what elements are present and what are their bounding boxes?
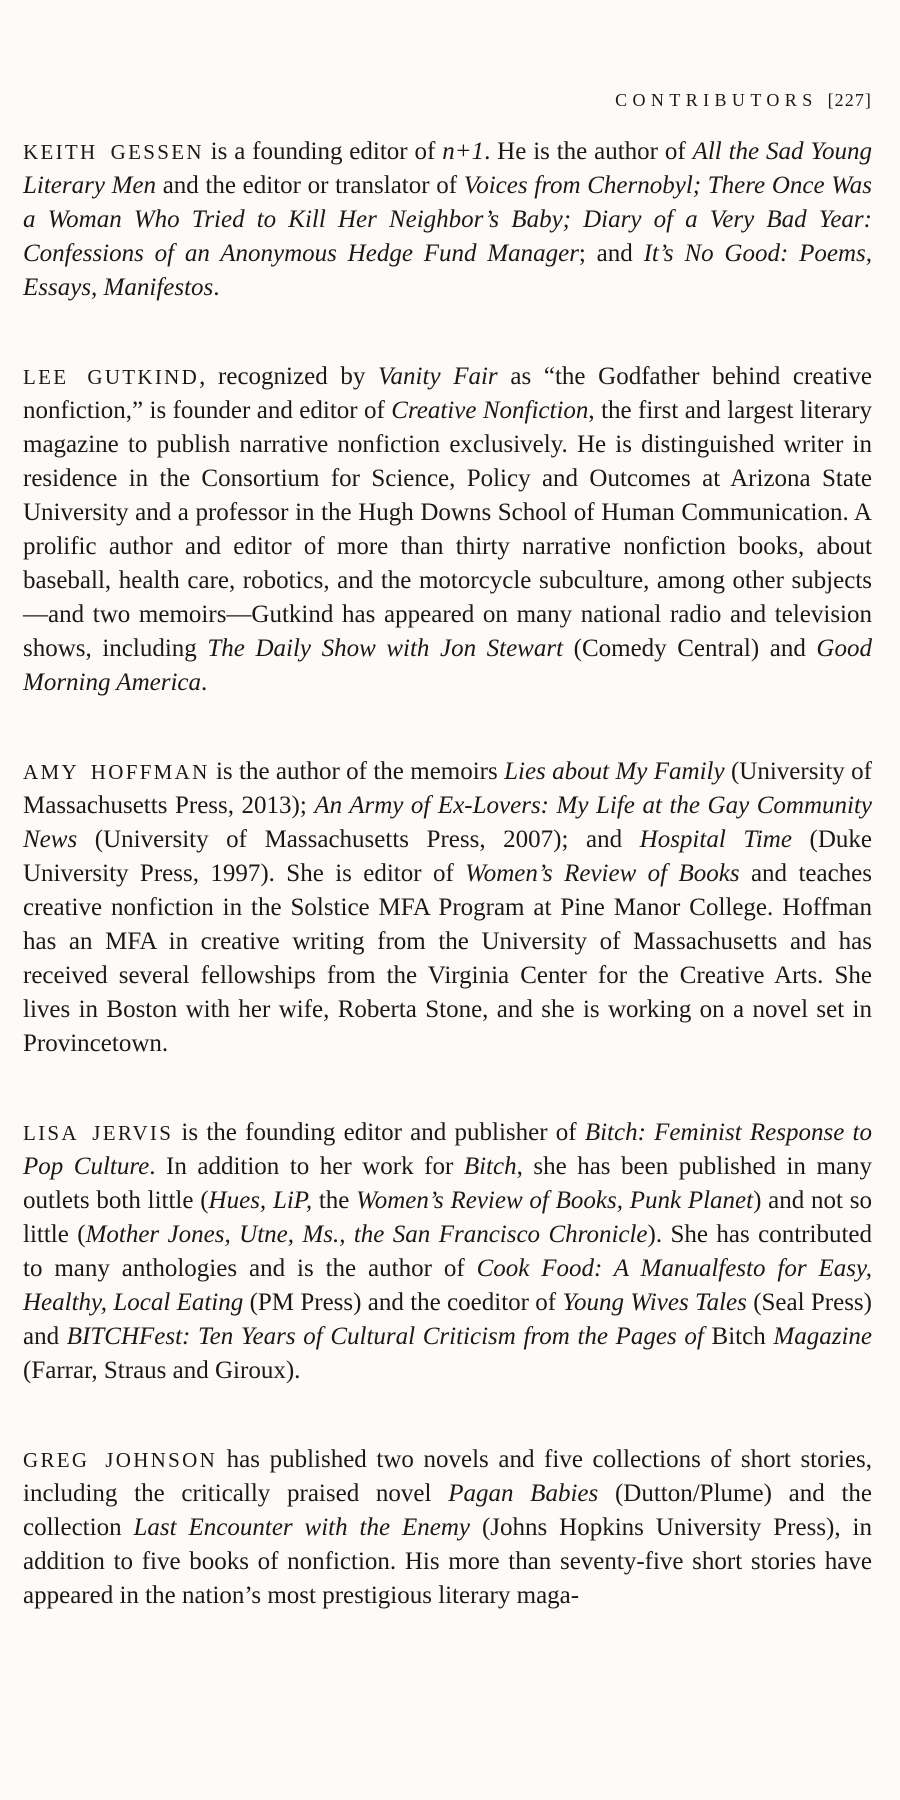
body-text: (Duke University Press, 1997). She is editor of [23, 826, 872, 887]
body-text: (Seal Press) and [23, 1289, 872, 1350]
italic-title-text: Voices from Chernobyl; There Once Was a Woman Who Tried to Kill Her Neighbor’s Baby; Diary of a Very Bad Year: Confessions of an Anonymous Hedge Fund Manager [23, 172, 872, 267]
paragraph-lee-gutkind [23, 360, 872, 700]
italic-title-text: Bitch: Feminist Response to Pop Culture [23, 1119, 872, 1180]
italic-title-text: An Army of Ex-Lovers: My Life at the Gay Community News [23, 792, 872, 853]
body-text: and the editor or translator of [156, 172, 464, 199]
italic-title-text: It’s No Good: Poems, Essays, Manifestos [23, 240, 872, 301]
contributors-body [23, 135, 872, 1613]
running-head-section-title: CONTRIBUTORS [615, 90, 818, 110]
paragraph-amy-hoffman [23, 755, 872, 1061]
body-text: , the first and largest literary magazine to publish narrative nonfiction exclusively. He is distinguished writer in residence in the Consortium for Science, Policy and Outcomes at Arizona State University and a professor in the Hugh Downs School of Human Communication. A prolific author and editor of more than thirty narrative nonfiction books, about baseball, health care, robotics, and the motorcycle subculture, among other subjects—and two memoirs—Gutkind has appeared on many national radio and television shows, including [23, 397, 873, 662]
body-text: (PM Press) and the coeditor of [243, 1289, 563, 1316]
body-text: (Dutton/Plume) and the collection [23, 1480, 872, 1541]
body-text: is the founding editor and publisher of [173, 1119, 585, 1146]
body-text: . [213, 274, 220, 301]
italic-title-text: BITCHFest: Ten Years of Cultural Criticism from the Pages of [66, 1323, 712, 1350]
italic-title-text: Magazine [773, 1323, 872, 1350]
body-text: . He is the author of [484, 138, 693, 165]
italic-title-text: Hospital Time [639, 826, 792, 853]
body-text: , recognized by [199, 363, 379, 390]
italic-title-text: All the Sad Young Literary Men [23, 138, 872, 199]
body-text: , she has been published in many outlets both little ( [23, 1153, 872, 1214]
body-text: ) and not so little ( [23, 1187, 872, 1248]
body-text: Bitch [711, 1323, 774, 1350]
page-number: [227] [827, 90, 872, 110]
italic-title-text: Women’s Review of Books, Punk Planet [356, 1187, 754, 1214]
body-text: ; and [578, 240, 644, 267]
italic-title-text: Creative Nonfiction [391, 397, 589, 424]
italic-title-text: Women’s Review of Books [465, 860, 740, 887]
contributor-name: GREG JOHNSON [23, 1448, 218, 1472]
contributor-name: LISA JERVIS [23, 1121, 174, 1145]
italic-title-text: Young Wives Tales [562, 1289, 747, 1316]
contributor-name: LEE GUTKIND [23, 365, 200, 389]
italic-title-text: Pagan Babies [448, 1480, 599, 1507]
body-text: as “the Godfather behind creative nonfiction,” is founder and editor of [23, 363, 873, 424]
italic-title-text: Good Morning America [23, 635, 872, 696]
paragraph-keith-gessen [23, 135, 872, 305]
body-text: (University of Massachusetts Press, 2013); [23, 758, 873, 819]
italic-title-text: Cook Food: A Manualfesto for Easy, Healthy, Local Eating [23, 1255, 872, 1316]
body-text: is a founding editor of [203, 138, 443, 165]
contributor-name: AMY HOFFMAN [23, 760, 210, 784]
italic-title-text: Last Encounter with the Enemy [133, 1514, 471, 1541]
body-text: (University of Massachusetts Press, 2007); and [77, 826, 640, 853]
body-text: the [312, 1187, 357, 1214]
body-text: (Farrar, Straus and Giroux). [23, 1357, 301, 1384]
body-text: is the author of the memoirs [209, 758, 505, 785]
italic-title-text: Lies about My Family [504, 758, 725, 785]
body-text: and teaches creative nonfiction in the Solstice MFA Program at Pine Manor College. Hoffman has an MFA in creative writing from the University of Massachusetts and has received several fellowships from the Virginia Center for the Creative Arts. She lives in Boston with her wife, Roberta Stone, and she is working on a novel set in Provincetown. [23, 860, 873, 1057]
italic-title-text: Mother Jones, Utne, Ms., the San Francisco Chronicle [85, 1221, 648, 1248]
body-text: . [201, 669, 208, 696]
contributor-name: KEITH GESSEN [23, 140, 204, 164]
paragraph-lisa-jervis [23, 1116, 872, 1388]
body-text: (Comedy Central) and [563, 635, 817, 662]
italic-title-text: Vanity Fair [378, 363, 498, 390]
italic-title-text: Bitch [463, 1153, 517, 1180]
body-text: . In addition to her work for [149, 1153, 464, 1180]
body-text: (Johns Hopkins University Press), in addition to five books of nonfiction. His more than seventy-five short stories have appeared in the nation’s most prestigious literary maga- [23, 1514, 872, 1609]
italic-title-text: Hues, LiP, [208, 1187, 313, 1214]
paragraph-greg-johnson [23, 1443, 872, 1613]
body-text: has published two novels and five collections of short stories, including the critically praised novel [23, 1446, 872, 1507]
italic-title-text: The Daily Show with Jon Stewart [207, 635, 564, 662]
body-text: ). She has contributed to many anthologies and is the author of [23, 1221, 872, 1282]
italic-title-text: n+1 [442, 138, 485, 165]
running-head [23, 90, 872, 110]
